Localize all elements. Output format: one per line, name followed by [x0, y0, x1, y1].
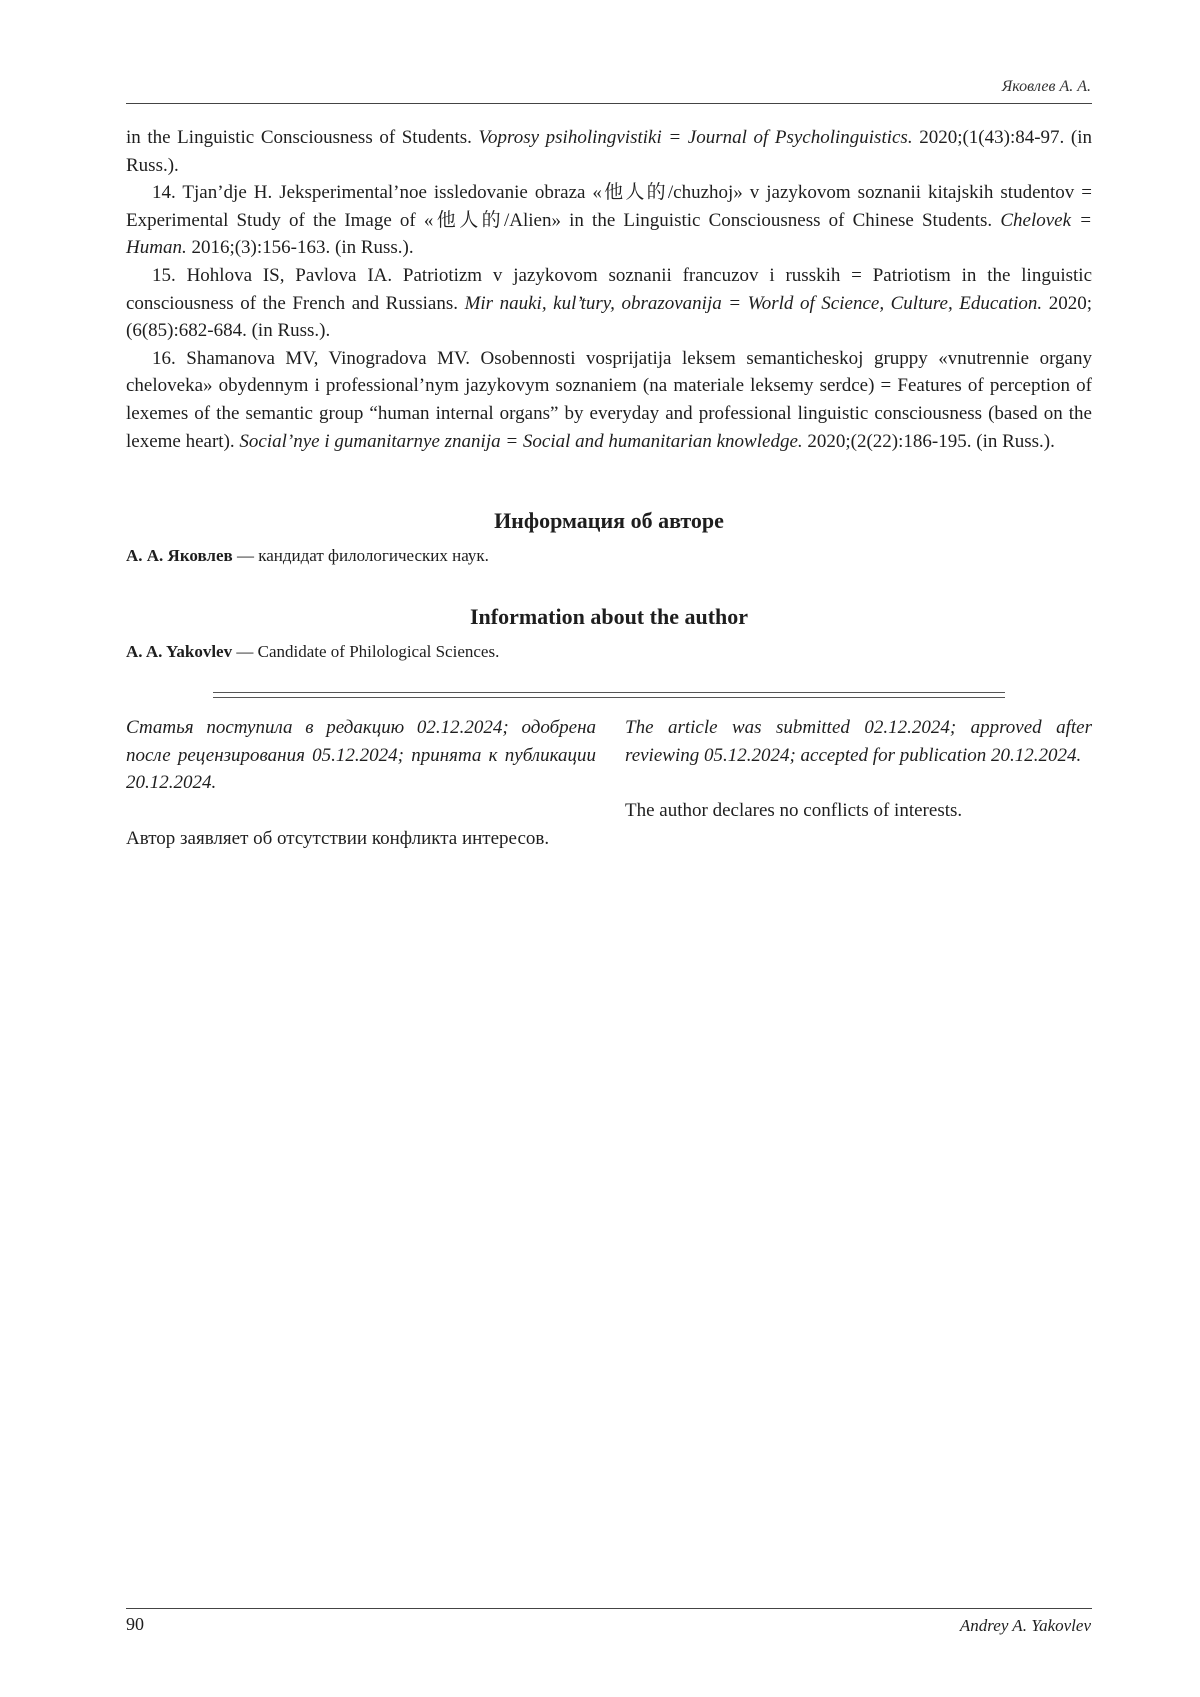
submission-dates-en: The article was submitted 02.12.2024; approved after reviewing 05.12.2024; accepted for publication 20.12.2024. — [625, 717, 1092, 766]
conflict-statement-en: The author declares no conflicts of interests. — [625, 800, 963, 821]
column-english — [625, 714, 1092, 825]
running-header-author: Яковлев А. А. — [1001, 78, 1091, 95]
author-info-ru: А. А. Яковлев — кандидат филологических наук. — [126, 546, 489, 565]
section-divider — [213, 692, 1005, 698]
author-info-title-en: Information about the author — [469, 604, 749, 629]
footer-rule — [126, 1608, 1092, 1609]
reference-15: 15. Hohlova IS, Pavlova IA. Patriotizm v jazykovom soznanii francuzov i russkih = Patriotism in the linguistic consciousness of the French and Russians. Mir nauki, kul’tury, obrazovanija = World of Science, Culture, Education. 2020;(6(85):682-684. (in Russ.). — [126, 264, 1092, 342]
column-russian — [126, 714, 596, 852]
author-name-en: A. A. Yakovlev — [126, 642, 233, 661]
reference-16: 16. Shamanova MV, Vinogradova MV. Osobennosti vosprijatija leksem semanticheskoj gruppy «vnutrennie organy cheloveka» obydennym i professional’nym jazykovym soznaniem (na materiale leksemy serdce) = Features of perception of lexemes of the semantic group “human internal organs” by everyday and professional linguistic consciousness (based on the lexeme heart). Social’nye i gumanitarnye znanija = Social and humanitarian knowledge. 2020;(2(22):186-195. (in Russ.). — [126, 347, 1092, 452]
submission-dates-ru: Статья поступила в редакцию 02.12.2024; одобрена после рецензирования 05.12.2024; принята к публикации 20.12.2024. — [126, 717, 596, 793]
conflict-statement-ru: Автор заявляет об отсутствии конфликта интересов. — [126, 827, 550, 849]
footer-author: Andrey A. Yakovlev — [959, 1616, 1091, 1635]
page-number: 90 — [126, 1614, 144, 1634]
author-info-title-ru: Информация об авторе — [494, 508, 724, 533]
author-name-ru: А. А. Яковлев — [126, 546, 233, 565]
reference-14: 14. Tjan’dje H. Jeksperimental’noe issledovanie obraza «他人的/chuzhoj» v jazykovom soznanii kitajskih studentov = Experimental Study of the Image of «他人的/Alien» in the Linguistic Consciousness of Chinese Students. Chelovek = Human. 2016;(3):156-163. (in Russ.). — [126, 182, 1092, 259]
header-rule — [126, 103, 1092, 104]
author-info-en: A. A. Yakovlev — Candidate of Philological Sciences. — [126, 642, 500, 661]
reference-13-continued: in the Linguistic Consciousness of Students. Voprosy psiholingvistiki = Journal of Psycholinguistics. 2020;(1(43):84-97. (in Russ.). — [126, 127, 1093, 176]
references-list — [126, 124, 1092, 455]
